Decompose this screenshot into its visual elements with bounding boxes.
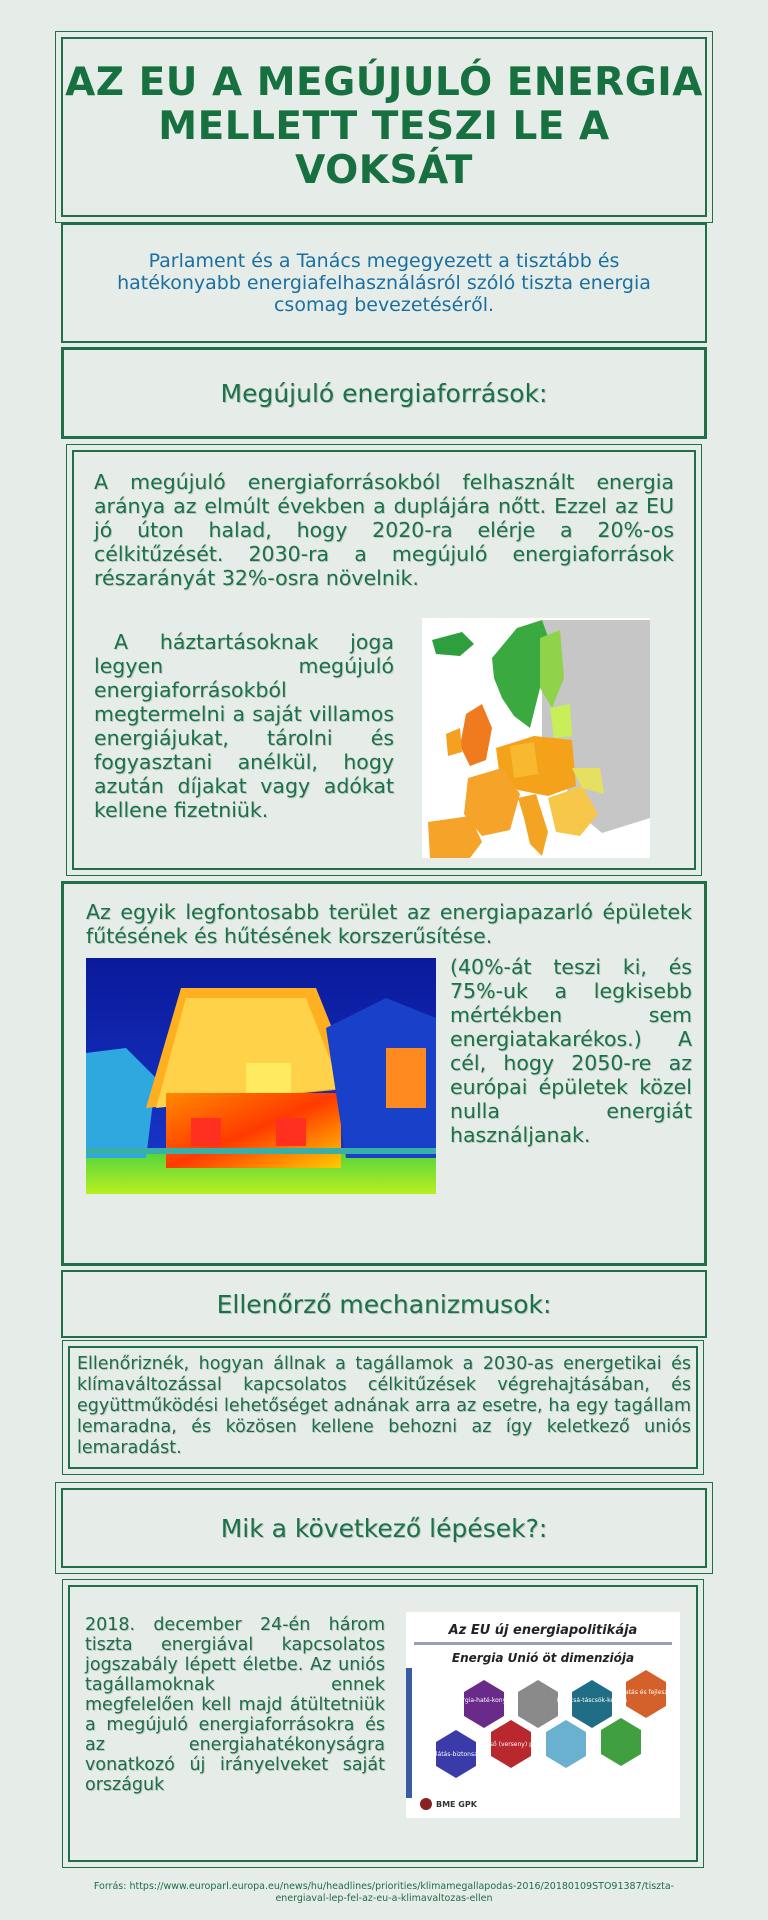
energy-union-poster xyxy=(406,1612,680,1818)
europe-renewables-map xyxy=(422,618,650,858)
hex-label-decarbonisation: Kibocsá-táscsök-kentés xyxy=(556,1697,628,1704)
intro-box xyxy=(61,223,707,343)
control-paragraph: Ellenőriznék, hogyan állnak a tagállamok a 2030-as energetikai és klímaváltozással kapcsolatos célkitűzések végrehajtásában, és együttműködési lehetőséget adnának arra az esetre, ha egy tagállam lemaradna, és közösen kellene behozni az így keletkező uniós lemaradást. xyxy=(77,1354,691,1458)
next-steps-paragraph: 2018. december 24-én három tiszta energiával kapcsolatos jogszabály lépett életbe. Az uniós tagállamoknak ennek megfelelően kell majd átültetniük a megújuló energiaforrásokra és az energiahatékonyságra vonatkozó új irányelveket saját országuk xyxy=(85,1615,385,1795)
page-title: AZ EU A MEGÚJULÓ ENERGIA MELLETT TESZI LE A VOKSÁT xyxy=(65,60,703,193)
poster-subtitle: Energia Unió öt dimenziója xyxy=(451,1651,635,1665)
hex-label-research: Kutatás és fejlesztés xyxy=(615,1689,677,1696)
renewables-paragraph-2: A háztartásoknak joga legyen megújuló energiaforrásokból megtermelni a saját villamos energiájukat, tárolni és fogyasztani anélkül, hogy azután díjakat vagy adókat kellene fizetniük. xyxy=(94,630,394,822)
control-heading: Ellenőrző mechanizmusok: xyxy=(61,1270,707,1338)
hex-label-security: Ellátás-biztonság xyxy=(430,1751,482,1758)
buildings-paragraph-1: Az egyik legfontosabb terület az energiapazarló épületek fűtésének és hűtésének korszerűsítése. xyxy=(86,900,692,948)
next-steps-heading: Mik a következő lépések?: xyxy=(61,1488,707,1568)
hex-label-market: Belső (verseny) piac xyxy=(480,1741,542,1748)
hex-label-efficiency: Energia-haté-konyság xyxy=(451,1697,517,1704)
buildings-paragraph-2: (40%-át teszi ki, és 75%-uk a legkisebb mértékben sem energiatakarékos.) A cél, hogy 2050-re az európai épületek közel nulla energiát használjanak. xyxy=(450,955,692,1147)
renewables-heading: Megújuló energiaforrások: xyxy=(61,347,707,439)
poster-logo-text: BME GPK xyxy=(436,1800,477,1809)
intro-text: Parlament és a Tanács megegyezett a tisztább és hatékonyabb energiafelhasználásról szóló tiszta energia csomag bevezetéséről. xyxy=(117,250,651,316)
thermal-house-image xyxy=(86,958,436,1194)
title-box xyxy=(61,37,707,217)
renewables-paragraph-1: A megújuló energiaforrásokból felhasznált energia aránya az elmúlt években a duplájára nőtt. Ezzel az EU jó úton halad, hogy 2020-ra elérje a 20%-os célkitűzését. 2030-ra a megújuló energiaforrások részarányát 32%-osra növelnik. xyxy=(94,470,674,590)
source-footer: Forrás: https://www.europarl.europa.eu/news/hu/headlines/priorities/klimamegallapodas-2016/20180109STO91387/tiszta-energiaval-lep-fel-az-eu-a-klimavaltozas-ellen xyxy=(93,1881,675,1904)
poster-title: Az EU új energiapolitikája xyxy=(448,1623,638,1638)
